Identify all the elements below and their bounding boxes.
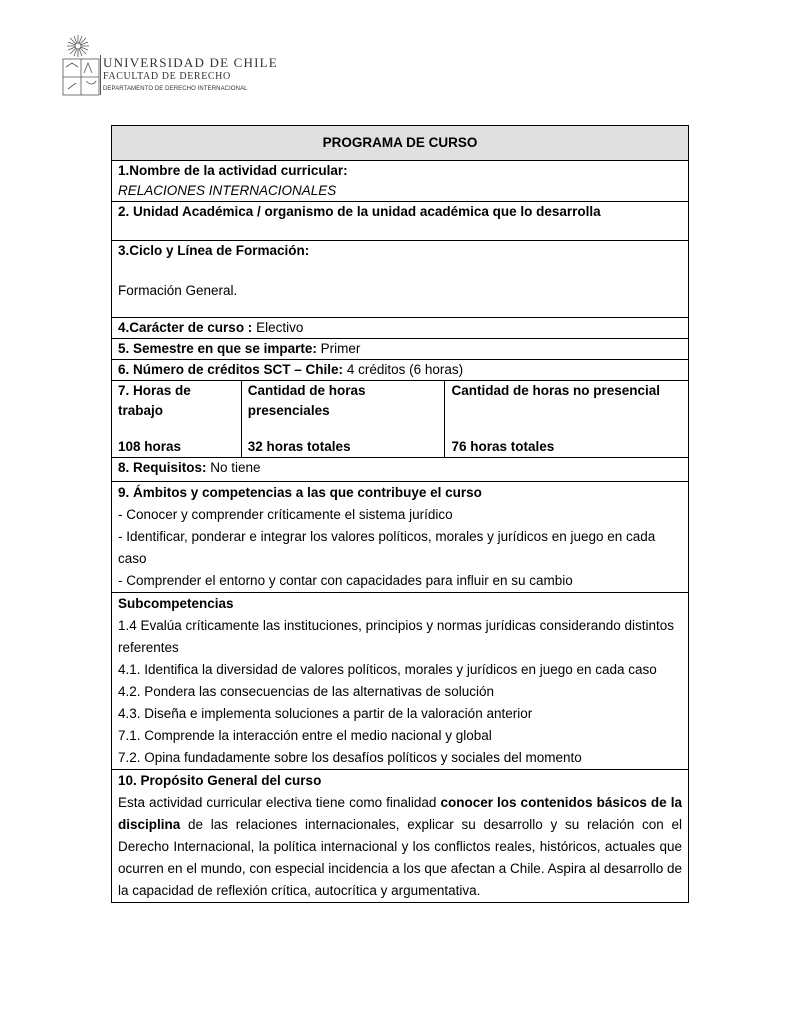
hours-value: 108 horas <box>118 439 182 454</box>
requirements-label: 8. Requisitos: <box>118 460 207 475</box>
nonpresential-label: Cantidad de horas no presencial <box>451 383 661 398</box>
presential-value: 32 horas totales <box>247 439 351 454</box>
institution-header <box>103 56 278 92</box>
purpose-label: 10. Propósito General del curso <box>118 773 322 788</box>
semester-label: 5. Semestre en que se imparte: <box>118 341 317 356</box>
subcompetency-item: 4.1. Identifica la diversidad de valores políticos, morales y jurídicos en juego en cada caso <box>118 662 657 677</box>
course-program-table <box>111 125 689 903</box>
subcompetencies-label: Subcompetencias <box>118 596 234 611</box>
unit-label: 2. Unidad Académica / organismo de la unidad académica que lo desarrolla <box>112 202 689 241</box>
activity-label: 1.Nombre de la actividad curricular: <box>118 163 348 178</box>
subcompetency-item: 1.4 Evalúa críticamente las instituciones, principios y normas jurídicas considerando distintos referentes <box>118 618 675 655</box>
requirements-row <box>112 458 689 482</box>
hours-row <box>112 381 689 458</box>
title-row <box>112 126 689 161</box>
faculty-name: FACULTAD DE DERECHO <box>103 71 231 82</box>
requirements-value: No tiene <box>206 460 261 475</box>
subcompetency-item: 4.3. Diseña e implementa soluciones a partir de la valoración anterior <box>118 706 533 721</box>
cycle-value: Formación General. <box>118 283 238 298</box>
purpose-text-part2: de las relaciones internacionales, explicar su desarrollo y su relación con el Derecho Internacional, la política internacional y los conflictos reales, históricos, actuales que ocurren en el mundo, con especial incidencia a los que afectan a Chile. Aspira al desarrollo de la capacidad de reflexión crítica, autocrítica y argumentativa. <box>118 817 682 898</box>
logo-divider <box>100 55 101 95</box>
competencies-row <box>112 482 689 593</box>
credits-label: 6. Número de créditos SCT – Chile: <box>118 362 344 377</box>
character-row <box>112 318 689 339</box>
semester-row <box>112 339 689 360</box>
competency-item: - Conocer y comprender críticamente el sistema jurídico <box>118 507 453 522</box>
university-name: UNIVERSIDAD DE CHILE <box>103 55 278 70</box>
credits-row <box>112 360 689 381</box>
subcompetency-item: 7.2. Opina fundadamente sobre los desafíos políticos y sociales del momento <box>118 750 582 765</box>
department-name: DEPARTAMENTO DE DERECHO INTERNACIONAL <box>103 86 248 92</box>
purpose-row <box>112 770 689 903</box>
competencies-label: 9. Ámbitos y competencias a las que contribuye el curso <box>118 485 482 500</box>
subcompetencies-row <box>112 593 689 770</box>
character-label: 4.Carácter de curso : <box>118 320 253 335</box>
unit-row <box>112 202 689 241</box>
competency-item: - Comprender el entorno y contar con capacidades para influir en su cambio <box>118 573 573 588</box>
purpose-text <box>118 792 682 902</box>
cycle-label: 3.Ciclo y Línea de Formación: <box>118 243 310 258</box>
cycle-row <box>112 241 689 318</box>
semester-value: Primer <box>316 341 361 356</box>
nonpresential-value: 76 horas totales <box>451 439 555 454</box>
credits-value: 4 créditos (6 horas) <box>343 362 464 377</box>
presential-label: Cantidad de horas presenciales <box>247 383 366 418</box>
activity-value: RELACIONES INTERNACIONALES <box>118 183 337 198</box>
subcompetency-item: 7.1. Comprende la interacción entre el medio nacional y global <box>118 728 492 743</box>
hours-label: 7. Horas de trabajo <box>118 383 191 418</box>
program-title: PROGRAMA DE CURSO <box>112 126 689 161</box>
character-value: Electivo <box>252 320 304 335</box>
activity-row <box>112 161 689 202</box>
competency-item: - Identificar, ponderar e integrar los valores políticos, morales y jurídicos en juego en cada caso <box>118 529 656 566</box>
purpose-text-part1: Esta actividad curricular electiva tiene como finalidad <box>118 795 441 810</box>
subcompetency-item: 4.2. Pondera las consecuencias de las alternativas de solución <box>118 684 494 699</box>
purpose-text-highlight: conocer los contenidos básicos de la disciplina <box>118 795 682 832</box>
